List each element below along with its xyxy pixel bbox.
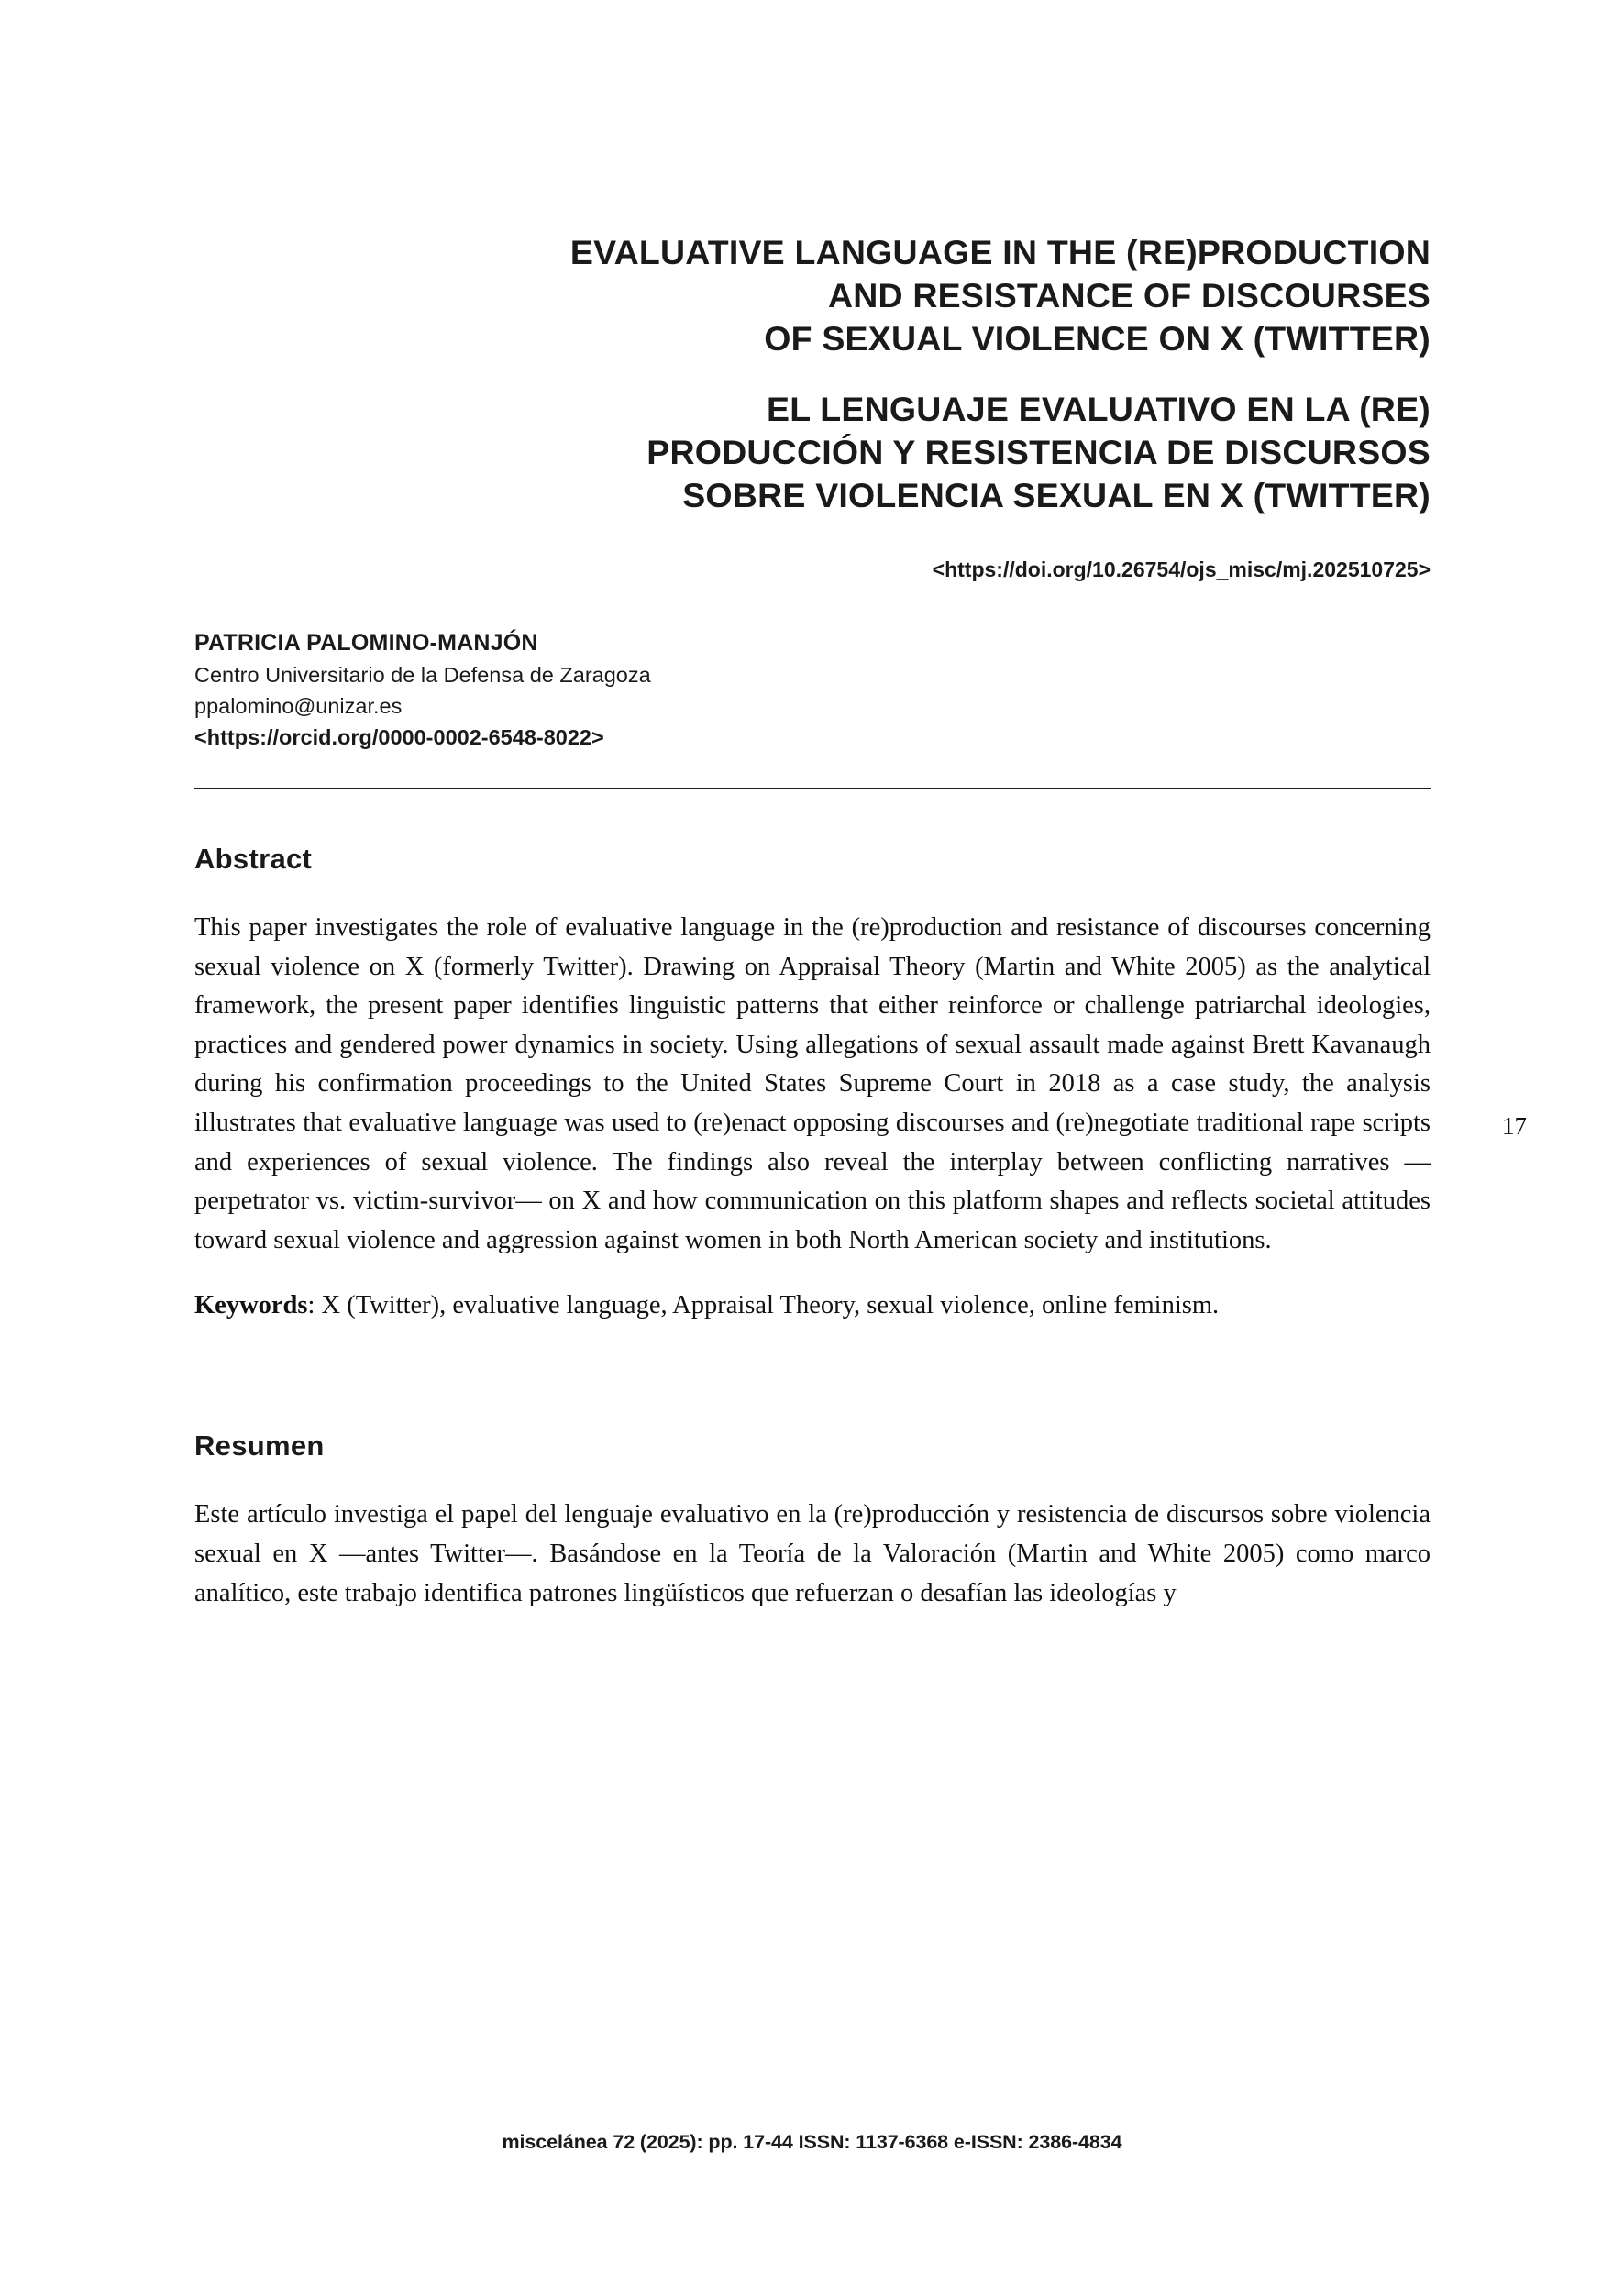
author-email[interactable]: ppalomino@unizar.es: [194, 694, 403, 718]
author-orcid-link[interactable]: <https://orcid.org/0000-0002-6548-8022>: [194, 725, 604, 749]
title-line-es-2: PRODUCCIÓN Y RESISTENCIA DE DISCURSOS: [646, 433, 1431, 471]
title-line-en-3: OF SEXUAL VIOLENCE ON X (TWITTER): [764, 319, 1431, 358]
resumen-heading: Resumen: [194, 1430, 325, 1463]
abstract-heading: Abstract: [194, 843, 313, 875]
title-line-en-2: AND RESISTANCE OF DISCOURSES: [827, 276, 1431, 315]
title-block-spanish: [194, 388, 1431, 517]
author-name: PATRICIA PALOMINO-MANJÓN: [194, 630, 538, 656]
title-line-es-1: EL LENGUAJE EVALUATIVO EN LA (RE): [766, 390, 1431, 428]
author-block: [194, 627, 1431, 753]
keywords-values: : X (Twitter), evaluative language, Appraisal Theory, sexual violence, online feminism.: [307, 1290, 1220, 1319]
keywords-label: Keywords: [194, 1290, 308, 1319]
doi-link[interactable]: <https://doi.org/10.26754/ojs_misc/mj.202510725>: [932, 557, 1431, 581]
title-block-english: [194, 0, 1431, 360]
header-divider: [194, 788, 1431, 789]
keywords-line: [194, 1286, 1431, 1326]
page-number: 17: [1502, 1112, 1527, 1140]
resumen-body: Este artículo investiga el papel del lenguaje evaluativo en la (re)producción y resistencia de discursos sobre violencia sexual en X —antes Twitter—. Basándose en la Teoría de la Valoración (Martin and White 2005) como marco analítico, este trabajo identifica patrones lingüísticos que refuerzan o desafían las ideologías y: [194, 1500, 1431, 1607]
abstract-body: This paper investigates the role of evaluative language in the (re)production and resistance of discourses concerning sexual violence on X (formerly Twitter). Drawing on Appraisal Theory (Martin and White 2005) as the analytical framework, the present paper identifies linguistic patterns that either reinforce or challenge patriarchal ideologies, practices and gendered power dynamics in society. Using allegations of sexual assault made against Brett Kavanaugh during his confirmation proceedings to the United States Supreme Court in 2018 as a case study, the analysis illustrates that evaluative language was used to (re)enact opposing discourses and (re)negotiate traditional rape scripts and experiences of sexual violence. The findings also reveal the interplay between conflicting narratives —perpetrator vs. victim-survivor— on X and how communication on this platform shapes and reflects societal attitudes toward sexual violence and aggression against women in both North American society and institutions.: [194, 913, 1431, 1254]
title-line-es-3: SOBRE VIOLENCIA SEXUAL EN X (TWITTER): [682, 476, 1431, 514]
author-affiliation: Centro Universitario de la Defensa de Zaragoza: [194, 663, 651, 687]
page-footer: miscelánea 72 (2025): pp. 17-44 ISSN: 1137-6368 e-ISSN: 2386-4834: [502, 2131, 1122, 2153]
title-line-en-1: EVALUATIVE LANGUAGE IN THE (RE)PRODUCTION: [569, 233, 1431, 271]
content-column: [194, 0, 1431, 1639]
